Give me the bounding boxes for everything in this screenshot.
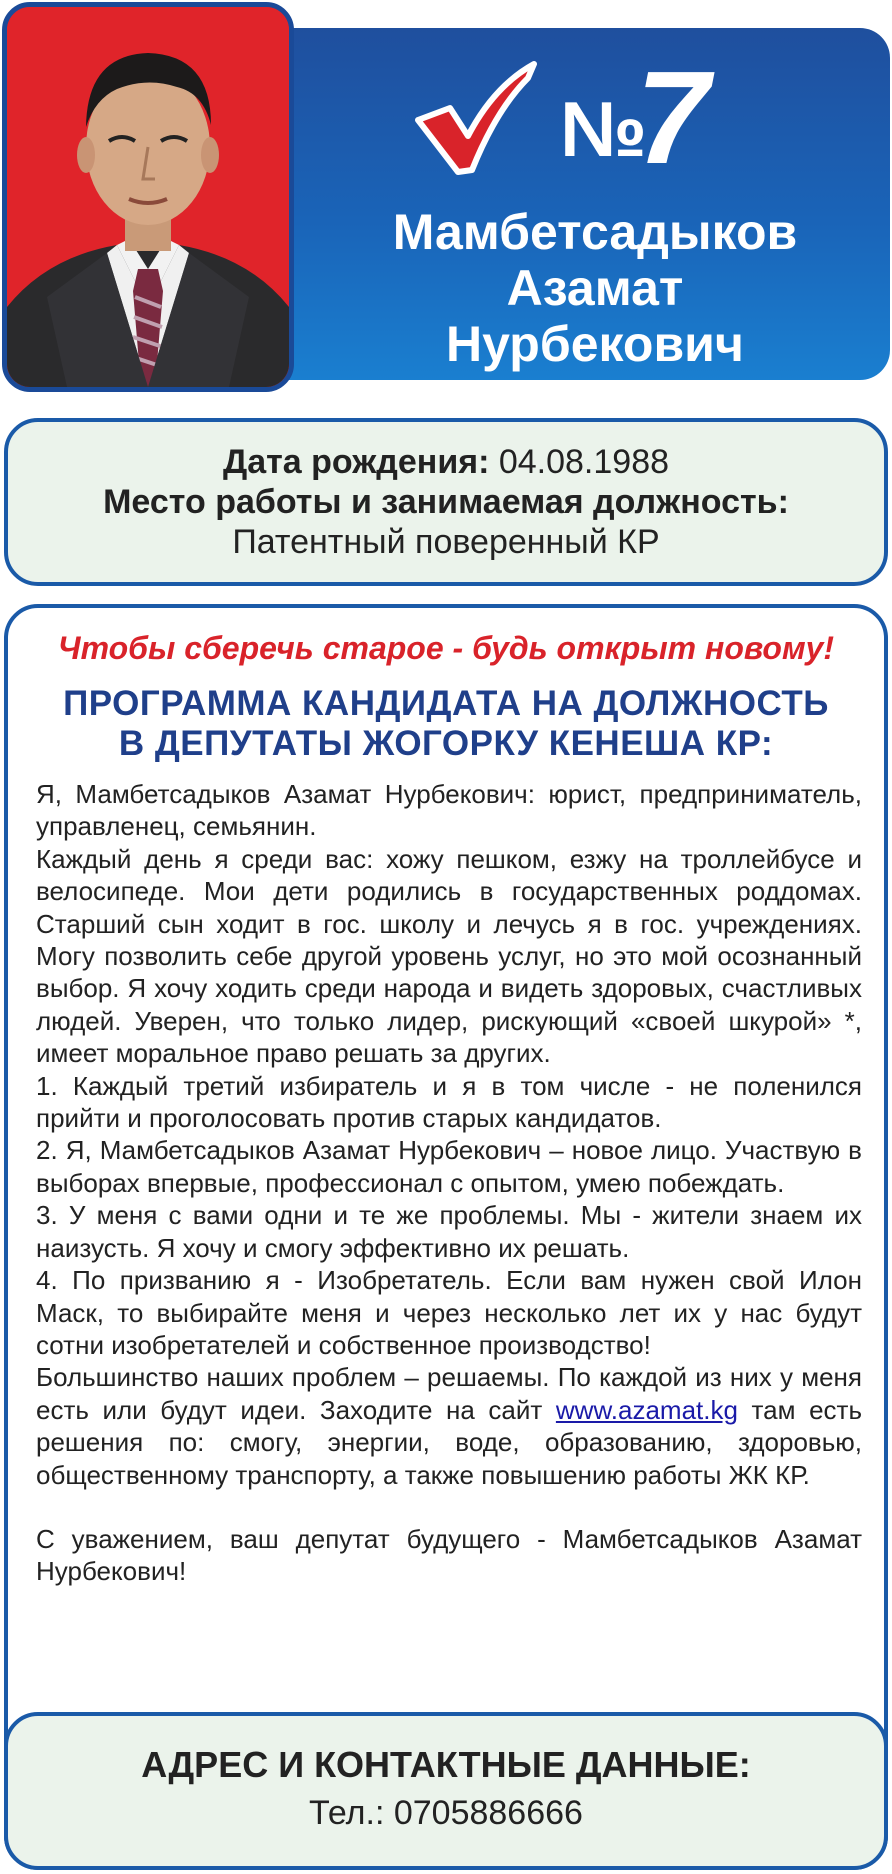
paragraph-intro: Я, Мамбетсадыков Азамат Нурбекович: юрист, предприниматель, управленец, семьянин. [36,779,862,842]
paragraph-everyday: Каждый день я среди вас: хожу пешком, езжу на троллейбусе и велосипеде. Мои дети родились в государственных роддомах. Старший сын ходит в гос. школу и лечусь я в гос. учреждениях. Могу позволить себе другой уровень услуг, но это мой осознанный выбор. Я хочу ходить среди народа и видеть здоровых, счастливых людей. Уверен, что только лидер, рискующий «своей шкурой» *, имеет моральное право решать за других. [36,843,862,1069]
name-line-patronymic: Нурбекович [446,316,744,372]
slogan: Чтобы сберечь старое - будь открыт новому! [57,630,835,666]
spacer [36,1491,862,1523]
paragraph-point-4: 4. По призванию я - Изобретатель. Если вам нужен свой Илон Маск, то выбирайте меня и через несколько лет их у нас будут сотни изобретателей и собственное производство! [36,1265,862,1360]
contact-phone: Тел.: 0705886666 [309,1794,583,1832]
number-label: № [560,85,645,173]
program-title-line-1: ПРОГРАММА КАНДИДАТА НА ДОЛЖНОСТЬ [63,684,829,723]
paragraph-point-3: 3. У меня с вами одни и те же проблемы. Мы - жители знаем их наизусть. Я хочу и смогу эффективно их решать. [36,1200,862,1263]
birth-value: 04.08.1988 [498,443,670,481]
program-body [36,778,862,1588]
checkmark-icon [410,58,540,178]
paragraph-closing: С уважением, ваш депутат будущего - Мамбетсадыков Азамат Нурбекович! [36,1523,862,1587]
birth-row [8,442,884,482]
paragraph-point-2: 2. Я, Мамбетсадыков Азамат Нурбекович – новое лицо. Участвую в выборах впервые, профессионал с опытом, умею побеждать. [36,1135,862,1198]
contact-box [4,1712,888,1870]
info-box [4,418,888,586]
candidate-photo [2,2,294,392]
name-line-first: Азамат [506,260,684,316]
contact-title: АДРЕС И КОНТАКТНЫЕ ДАННЫЕ: [141,1744,751,1785]
header [0,0,892,400]
work-label-text: Место работы и занимаемая должность: [103,483,789,521]
program-title-line-2: В ДЕПУТАТЫ ЖОГОРКУ КЕНЕША КР: [118,724,774,763]
candidate-number: 7 [636,44,710,191]
paragraph-point-1: 1. Каждый третий избиратель и я в том числе - не поленился прийти и проголосовать против старых кандидатов. [36,1070,862,1134]
name-line-surname: Мамбетсадыков [392,204,798,260]
birth-label: Дата рождения: [222,443,490,481]
site-text-after: там есть решения по: смогу, энергии, воде, образованию, здоровью, общественному транспорту, а также повышению работы ЖК КР. [36,1394,862,1490]
work-value: Патентный поверенный КР [232,523,660,561]
website-link[interactable]: www.azamat.kg [555,1394,738,1425]
work-label [8,482,884,522]
candidate-name [300,204,890,372]
paragraph-site [36,1361,862,1491]
program-title [8,684,884,764]
program-box [4,604,888,1870]
site-text-before: Большинство наших проблем – решаемы. По каждой из них у меня есть или будут идеи. Заходите на сайт [36,1362,862,1425]
portrait-illustration [7,7,289,387]
